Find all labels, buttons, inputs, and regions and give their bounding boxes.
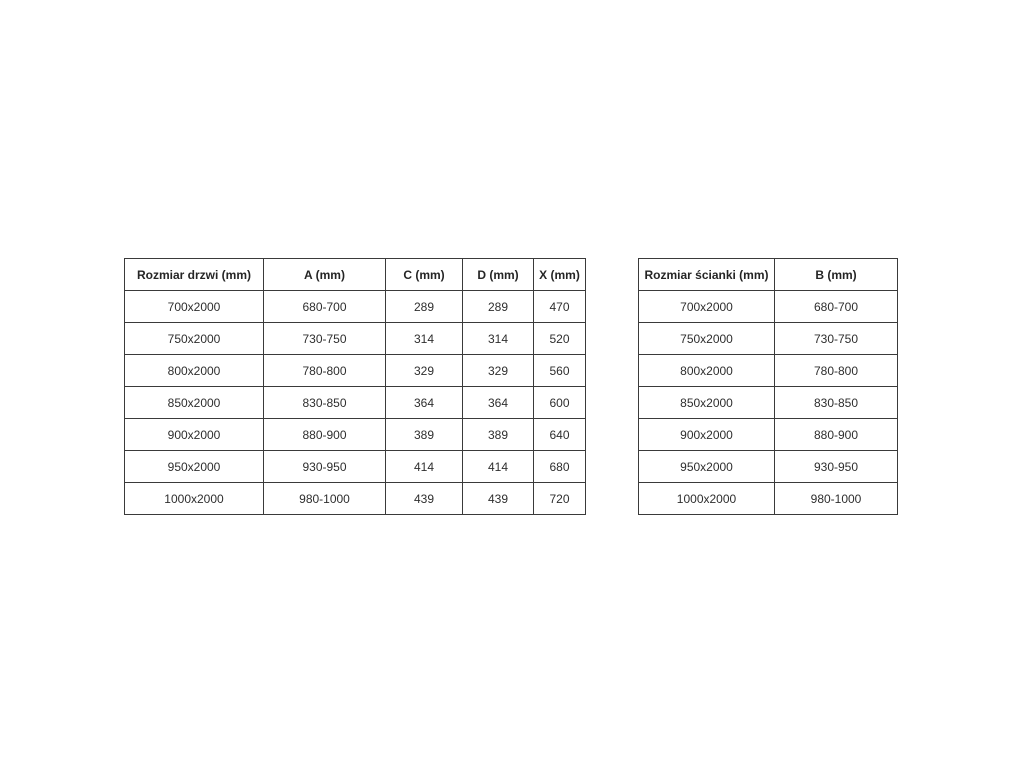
data-cell: 414 <box>463 451 534 483</box>
data-cell: 680-700 <box>264 291 386 323</box>
header-cell: B (mm) <box>775 259 898 291</box>
data-cell: 314 <box>386 323 463 355</box>
table-row <box>639 387 898 419</box>
table-row <box>125 419 586 451</box>
data-cell: 680-700 <box>775 291 898 323</box>
data-cell: 750x2000 <box>125 323 264 355</box>
data-cell: 800x2000 <box>639 355 775 387</box>
data-cell: 750x2000 <box>639 323 775 355</box>
data-cell: 880-900 <box>264 419 386 451</box>
table-row <box>639 419 898 451</box>
data-cell: 780-800 <box>775 355 898 387</box>
data-cell: 389 <box>386 419 463 451</box>
data-cell: 980-1000 <box>264 483 386 515</box>
data-cell: 389 <box>463 419 534 451</box>
data-cell: 329 <box>463 355 534 387</box>
data-cell: 980-1000 <box>775 483 898 515</box>
data-cell: 950x2000 <box>125 451 264 483</box>
data-cell: 830-850 <box>264 387 386 419</box>
header-cell: C (mm) <box>386 259 463 291</box>
table-row <box>639 291 898 323</box>
table-row <box>125 387 586 419</box>
data-cell: 560 <box>534 355 586 387</box>
table-row <box>639 451 898 483</box>
data-cell: 900x2000 <box>125 419 264 451</box>
data-cell: 900x2000 <box>639 419 775 451</box>
table-row <box>125 323 586 355</box>
data-cell: 700x2000 <box>639 291 775 323</box>
data-cell: 439 <box>386 483 463 515</box>
data-cell: 850x2000 <box>125 387 264 419</box>
data-cell: 414 <box>386 451 463 483</box>
table-row <box>639 355 898 387</box>
data-cell: 289 <box>463 291 534 323</box>
door-size-table <box>124 258 586 515</box>
data-cell: 600 <box>534 387 586 419</box>
data-cell: 700x2000 <box>125 291 264 323</box>
header-cell: Rozmiar ścianki (mm) <box>639 259 775 291</box>
data-cell: 314 <box>463 323 534 355</box>
data-cell: 640 <box>534 419 586 451</box>
data-cell: 800x2000 <box>125 355 264 387</box>
header-cell: X (mm) <box>534 259 586 291</box>
header-row <box>125 259 586 291</box>
table-row <box>125 355 586 387</box>
data-cell: 780-800 <box>264 355 386 387</box>
data-cell: 830-850 <box>775 387 898 419</box>
data-cell: 470 <box>534 291 586 323</box>
data-cell: 364 <box>463 387 534 419</box>
data-cell: 950x2000 <box>639 451 775 483</box>
data-cell: 439 <box>463 483 534 515</box>
data-cell: 880-900 <box>775 419 898 451</box>
data-cell: 289 <box>386 291 463 323</box>
table-row <box>125 291 586 323</box>
data-cell: 364 <box>386 387 463 419</box>
table-row <box>639 323 898 355</box>
wall-panel-size-table <box>638 258 898 515</box>
data-cell: 720 <box>534 483 586 515</box>
data-cell: 680 <box>534 451 586 483</box>
data-cell: 930-950 <box>775 451 898 483</box>
data-cell: 930-950 <box>264 451 386 483</box>
header-cell: A (mm) <box>264 259 386 291</box>
data-cell: 1000x2000 <box>639 483 775 515</box>
table-row <box>125 451 586 483</box>
header-cell: Rozmiar drzwi (mm) <box>125 259 264 291</box>
data-cell: 1000x2000 <box>125 483 264 515</box>
data-cell: 850x2000 <box>639 387 775 419</box>
header-cell: D (mm) <box>463 259 534 291</box>
table-row <box>639 483 898 515</box>
header-row <box>639 259 898 291</box>
table-row <box>125 483 586 515</box>
data-cell: 520 <box>534 323 586 355</box>
data-cell: 329 <box>386 355 463 387</box>
data-cell: 730-750 <box>264 323 386 355</box>
data-cell: 730-750 <box>775 323 898 355</box>
